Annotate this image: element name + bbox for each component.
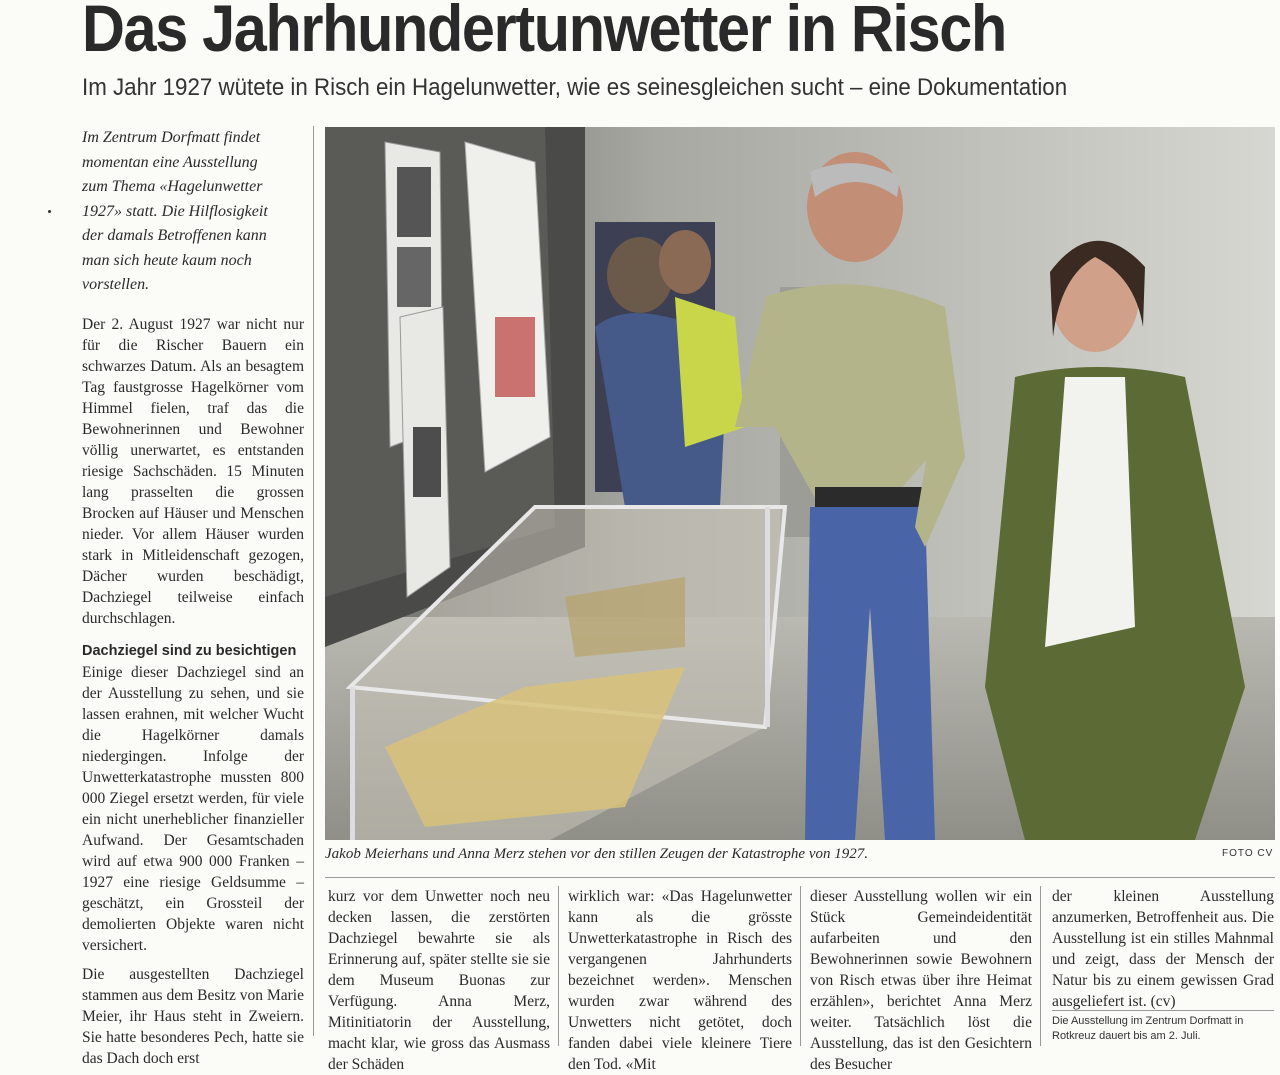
body-paragraph: wirklich war: «Das Hagelunwetter kann als die grösste Unwetterkatastrophe in Risch des vergangenen Jahrhunderts bezeichnet werden». Menschen wurden zwar während des Unwetters nicht getötet, doch fanden dabei viele kleinere Tiere den Tod. «Mit	[568, 888, 792, 1073]
lead-line: man sich heute kaum noch	[82, 251, 252, 269]
column-rule	[558, 886, 559, 1046]
column-rule	[800, 886, 801, 1046]
column-rule	[313, 126, 314, 1036]
lead-line: Im Zentrum Dorfmatt findet	[82, 129, 261, 146]
lead-line: vorstellen.	[82, 276, 150, 293]
lead-paragraph	[82, 126, 302, 298]
subheadline: Im Jahr 1927 wütete in Risch ein Hagelunwetter, wie es seinesgleichen sucht – eine Dokumentation	[82, 74, 1068, 101]
infobox: Die Ausstellung im Zentrum Dorfmatt in Rotkreuz dauert bis am 2. Juli.	[1052, 1015, 1244, 1042]
column-4	[810, 886, 1032, 1075]
body-paragraph: dieser Ausstellung wollen wir ein Stück Gemeindeidentität aufarbeiten und den Bewohnerinnen sowie Bewohnern von Risch etwas über ihre Heimat erzählen», berichtet Anna Merz weiter. Tatsächlich löst die Ausstellung, das ist den Gesichtern des Besucher	[810, 888, 1032, 1073]
photo-credit: FOTO CV	[1222, 848, 1274, 859]
headline: Das Jahrhundertunwetter in Risch	[82, 0, 1006, 65]
body-paragraph: Der 2. August 1927 war nicht nur für die Rischer Bauern ein schwarzes Datum. Als an besagtem Tag faustgrosse Hagelkörner vom Himmel fielen, traf das die Bewohnerinnen und Bewohner völlig unerwartet, es entstanden riesige Sachschäden. 15 Minuten lang prasselten die grossen Brocken auf Häuser und Menschen nieder. Vor allem Häuser wurden stark in Mitleidenschaft gezogen, Dächer wurden beschädigt, Dachziegel teilweise einfach durchschlagen.	[82, 316, 304, 627]
body-paragraph: Einige dieser Dachziegel sind an der Ausstellung zu sehen, und sie lassen erahnen, mit welcher Wucht die Hagelkörner damals niedergingen. Infolge der Unwetterkatastrophe mussten 800 000 Ziegel ersetzt werden, für viele ein nicht unerheblicher finanzieller Aufwand. Der Gesamtschaden wird auf etwa 900 000 Franken – 1927 eine riesige Geldsumme – geschätzt, ein Grossteil der demolierten Objekte waren nicht versichert.	[82, 664, 304, 954]
caption-rule	[325, 877, 1275, 878]
column-rule	[1040, 886, 1041, 1046]
lead-line: 1927» statt. Die Hilflosigkeit	[82, 202, 268, 220]
infobox-rule	[1052, 1010, 1274, 1011]
lead-line: der damals Betroffenen kann	[82, 227, 267, 244]
column-1	[82, 314, 304, 1069]
column-2	[328, 886, 550, 1075]
body-paragraph: Die ausgestellten Dachziegel stammen aus dem Besitz von Marie Meier, ihr Haus steht in Zweiern. Sie hatte besonderes Pech, hatte sie das Dach doch erst	[82, 966, 304, 1067]
speck	[48, 210, 51, 213]
photo-caption: Jakob Meierhans und Anna Merz stehen vor den stillen Zeugen der Katastrophe von 1927.	[325, 846, 868, 862]
lead-line: momentan eine Ausstellung	[82, 153, 258, 171]
body-paragraph: kurz vor dem Unwetter noch neu decken lassen, die zerstörten Dachziegel bewahrte sie als Erinnerung auf, später stellte sie sie dem Museum Buonas zur Verfügung. Anna Merz, Mitinitiatorin der Ausstellung, macht klar, wie gross das Ausmass der Schäden	[328, 888, 550, 1073]
article-photo	[325, 127, 1275, 840]
body-paragraph: der kleinen Ausstellung anzumerken, Betroffenheit aus. Die Ausstellung ist ein stilles Mahnmal und zeigt, dass der Mensch der Natur bis zu einem gewissen Grad ausgeliefert ist. (cv)	[1052, 888, 1274, 1010]
lead-line: zum Thema «Hagelunwetter	[82, 178, 263, 195]
column-3	[568, 886, 792, 1075]
subheading: Dachziegel sind zu besichtigen	[82, 643, 297, 659]
column-5	[1052, 886, 1274, 1012]
